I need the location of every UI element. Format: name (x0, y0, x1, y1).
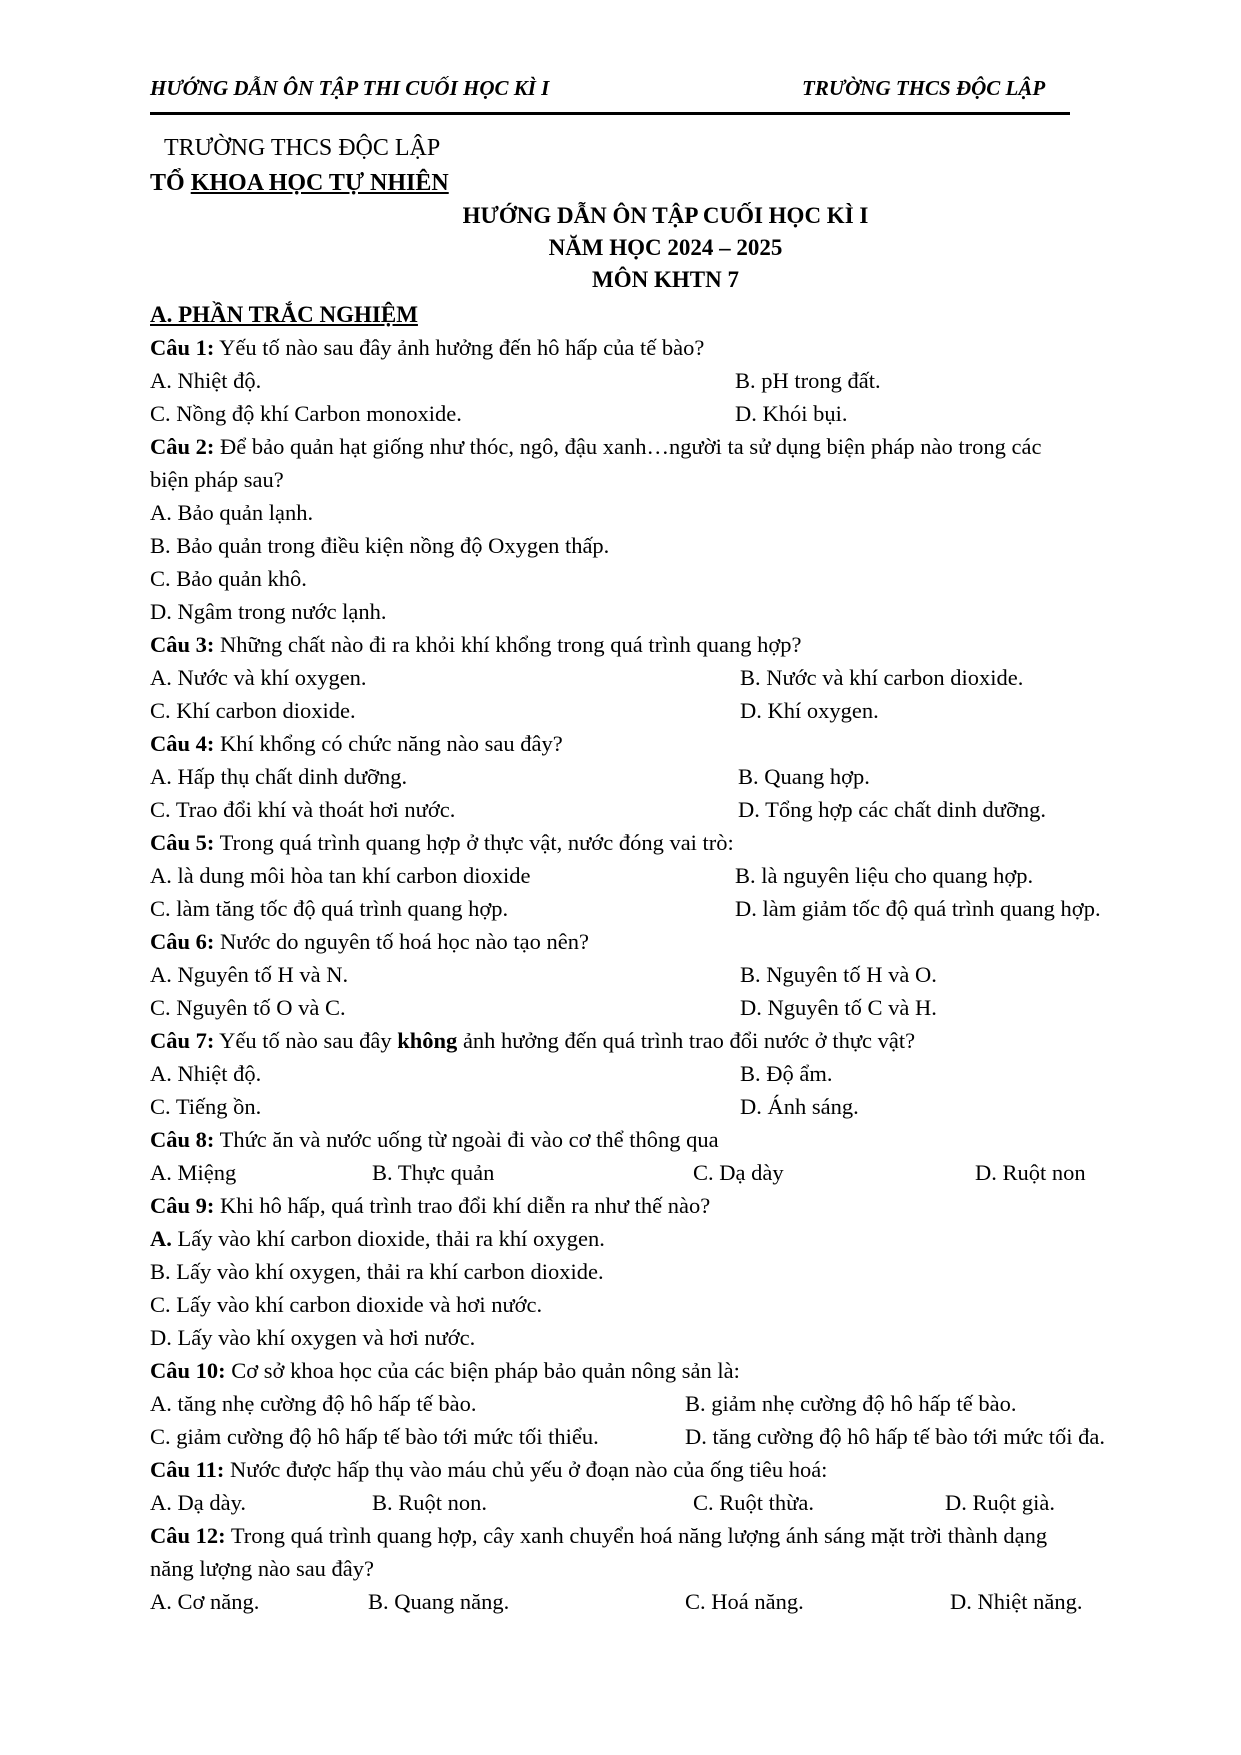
options-row (150, 760, 1155, 793)
option-c: C. Trao đổi khí và thoát hơi nước. (150, 797, 456, 822)
question-text-emphasis: không (397, 1028, 458, 1053)
question-text: Trong quá trình quang hợp, cây xanh chuyển hoá năng lượng ánh sáng mặt trời thành dạng (225, 1523, 1048, 1548)
document-body (150, 130, 1155, 1618)
running-header (150, 76, 1070, 106)
option-a-text: Lấy vào khí carbon dioxide, thải ra khí oxygen. (171, 1226, 605, 1251)
question-12 (150, 1519, 1155, 1618)
option-a: A. Miệng (150, 1160, 237, 1185)
option-b: B. Bảo quản trong điều kiện nồng độ Oxygen thấp. (150, 533, 610, 558)
options-row (150, 892, 1155, 925)
question-stem (150, 1189, 1155, 1222)
question-text: Nước được hấp thụ vào máu chủ yếu ở đoạn nào của ống tiêu hoá: (224, 1457, 828, 1482)
option-c: C. Hoá năng. (685, 1589, 804, 1614)
header-right-school: TRƯỜNG THCS ĐỘC LẬP (802, 76, 1046, 100)
option-b: B. Quang năng. (368, 1589, 510, 1614)
question-text: Những chất nào đi ra khỏi khí khổng trong quá trình quang hợp? (214, 632, 802, 657)
option-a: A. Dạ dày. (150, 1490, 247, 1515)
option-d: D. Nhiệt năng. (950, 1589, 1083, 1614)
option-c: C. Ruột thừa. (693, 1490, 814, 1515)
option-b: B. Ruột non. (372, 1490, 488, 1515)
option-c: C. Lấy vào khí carbon dioxide và hơi nước. (150, 1292, 543, 1317)
option-b: B. Thực quản (372, 1160, 495, 1185)
department-underlined: KHOA HỌC TỰ NHIÊN (190, 170, 449, 196)
option-a: A. Bảo quản lạnh. (150, 500, 314, 525)
header-rule (150, 112, 1070, 115)
question-6 (150, 925, 1155, 1024)
question-stem (150, 628, 1155, 661)
options-row (150, 1585, 1155, 1618)
question-text: Trong quá trình quang hợp ở thực vật, nước đóng vai trò: (214, 830, 734, 855)
question-7 (150, 1024, 1155, 1123)
option-a: A. Nguyên tố H và N. (150, 962, 349, 987)
options-row (150, 661, 1155, 694)
question-stem (150, 331, 1155, 364)
options-row (150, 1057, 1155, 1090)
question-text: Cơ sở khoa học của các biện pháp bảo quản nông sản là: (225, 1358, 740, 1383)
question-label: Câu 6: (150, 929, 215, 954)
options-row (150, 991, 1155, 1024)
option-b: B. Nguyên tố H và O. (740, 962, 937, 987)
option-c: C. Khí carbon dioxide. (150, 698, 356, 723)
question-5 (150, 826, 1155, 925)
options-row (150, 958, 1155, 991)
options-row (150, 1420, 1155, 1453)
question-label: Câu 5: (150, 830, 215, 855)
options-row (150, 859, 1155, 892)
question-stem-continued: biện pháp sau? (150, 467, 284, 492)
question-stem (150, 1453, 1155, 1486)
question-stem (150, 826, 1155, 859)
question-label: Câu 7: (150, 1028, 215, 1053)
option-d: D. Khói bụi. (735, 401, 848, 426)
option-d: D. Ngâm trong nước lạnh. (150, 599, 387, 624)
question-stem (150, 1519, 1155, 1552)
option-d: D. Ruột non (975, 1160, 1086, 1185)
option-b: B. Quang hợp. (738, 764, 870, 789)
question-label: Câu 11: (150, 1457, 225, 1482)
question-9 (150, 1189, 1155, 1354)
document-title: HƯỚNG DẪN ÔN TẬP CUỐI HỌC KÌ I (462, 203, 869, 228)
question-label: Câu 9: (150, 1193, 215, 1218)
option-a: A. Cơ năng. (150, 1589, 260, 1614)
question-4 (150, 727, 1155, 826)
option-b: B. giảm nhẹ cường độ hô hấp tế bào. (685, 1391, 1017, 1416)
option-d: D. tăng cường độ hô hấp tế bào tới mức tối đa. (685, 1424, 1105, 1449)
option-a (150, 1222, 1155, 1255)
option-d: D. Ruột già. (945, 1490, 1055, 1515)
option-a: A. Hấp thụ chất dinh dưỡng. (150, 764, 408, 789)
option-d: D. Lấy vào khí oxygen và hơi nước. (150, 1325, 476, 1350)
options-row (150, 397, 1155, 430)
question-label: Câu 8: (150, 1127, 215, 1152)
question-text: Để bảo quản hạt giống như thóc, ngô, đậu xanh…người ta sử dụng biện pháp nào trong các (214, 434, 1042, 459)
options-row (150, 1486, 1155, 1519)
question-stem (150, 1354, 1155, 1387)
option-b: B. pH trong đất. (735, 368, 881, 393)
question-stem-continued: năng lượng nào sau đây? (150, 1556, 375, 1581)
school-year: NĂM HỌC 2024 – 2025 (548, 235, 783, 260)
question-stem (150, 1123, 1155, 1156)
option-a: A. Nước và khí oxygen. (150, 665, 367, 690)
question-text: Khi hô hấp, quá trình trao đổi khí diễn ra như thế nào? (214, 1193, 711, 1218)
question-1 (150, 331, 1155, 430)
options-row (150, 793, 1155, 826)
option-b: B. Lấy vào khí oxygen, thải ra khí carbon dioxide. (150, 1259, 604, 1284)
department-name (150, 166, 1155, 200)
option-c: C. Nồng độ khí Carbon monoxide. (150, 401, 462, 426)
option-d: D. Khí oxygen. (740, 698, 879, 723)
question-label: Câu 10: (150, 1358, 226, 1383)
option-a-letter: A. (150, 1226, 172, 1251)
question-stem (150, 430, 1155, 463)
question-stem (150, 727, 1155, 760)
header-left-title: HƯỚNG DẪN ÔN TẬP THI CUỐI HỌC KÌ I (150, 76, 550, 100)
option-b: B. Nước và khí carbon dioxide. (740, 665, 1024, 690)
question-stem (150, 1024, 1155, 1057)
question-text: Yếu tố nào sau đây ảnh hưởng đến hô hấp của tế bào? (214, 335, 705, 360)
school-name: TRƯỜNG THCS ĐỘC LẬP (164, 135, 441, 161)
question-label: Câu 12: (150, 1523, 226, 1548)
department-prefix: TỔ (150, 170, 191, 196)
question-text-end: ảnh hưởng đến quá trình trao đổi nước ở thực vật? (457, 1028, 916, 1053)
question-8 (150, 1123, 1155, 1189)
option-a: A. Nhiệt độ. (150, 368, 262, 393)
option-b: B. Độ ẩm. (740, 1061, 833, 1086)
option-c: C. Bảo quản khô. (150, 566, 307, 591)
option-a: A. Nhiệt độ. (150, 1061, 262, 1086)
question-10 (150, 1354, 1155, 1453)
subject-title: MÔN KHTN 7 (592, 267, 739, 292)
option-c: C. Tiếng ồn. (150, 1094, 262, 1119)
option-d: D. làm giảm tốc độ quá trình quang hợp. (735, 896, 1101, 921)
options-row (150, 1090, 1155, 1123)
option-b: B. là nguyên liệu cho quang hợp. (735, 863, 1034, 888)
option-d: D. Ánh sáng. (740, 1094, 859, 1119)
options-row (150, 1387, 1155, 1420)
option-d: D. Nguyên tố C và H. (740, 995, 937, 1020)
question-text: Yếu tố nào sau đây (214, 1028, 398, 1053)
question-text: Thức ăn và nước uống từ ngoài đi vào cơ thể thông qua (214, 1127, 719, 1152)
option-a: A. tăng nhẹ cường độ hô hấp tế bào. (150, 1391, 477, 1416)
option-c: C. Nguyên tố O và C. (150, 995, 346, 1020)
question-label: Câu 2: (150, 434, 215, 459)
question-11 (150, 1453, 1155, 1519)
question-2 (150, 430, 1155, 628)
question-label: Câu 4: (150, 731, 215, 756)
question-label: Câu 3: (150, 632, 215, 657)
question-stem (150, 925, 1155, 958)
question-label: Câu 1: (150, 335, 215, 360)
options-row (150, 364, 1155, 397)
option-a: A. là dung môi hòa tan khí carbon dioxide (150, 863, 531, 888)
options-row (150, 1156, 1155, 1189)
option-c: C. Dạ dày (693, 1160, 784, 1185)
option-c: C. làm tăng tốc độ quá trình quang hợp. (150, 896, 509, 921)
question-text: Khí khổng có chức năng nào sau đây? (214, 731, 563, 756)
question-text: Nước do nguyên tố hoá học nào tạo nên? (214, 929, 590, 954)
option-d: D. Tổng hợp các chất dinh dưỡng. (738, 797, 1047, 822)
option-c: C. giảm cường độ hô hấp tế bào tới mức tối thiểu. (150, 1424, 599, 1449)
options-row (150, 694, 1155, 727)
question-3 (150, 628, 1155, 727)
section-heading: A. PHẦN TRẮC NGHIỆM (150, 302, 418, 327)
